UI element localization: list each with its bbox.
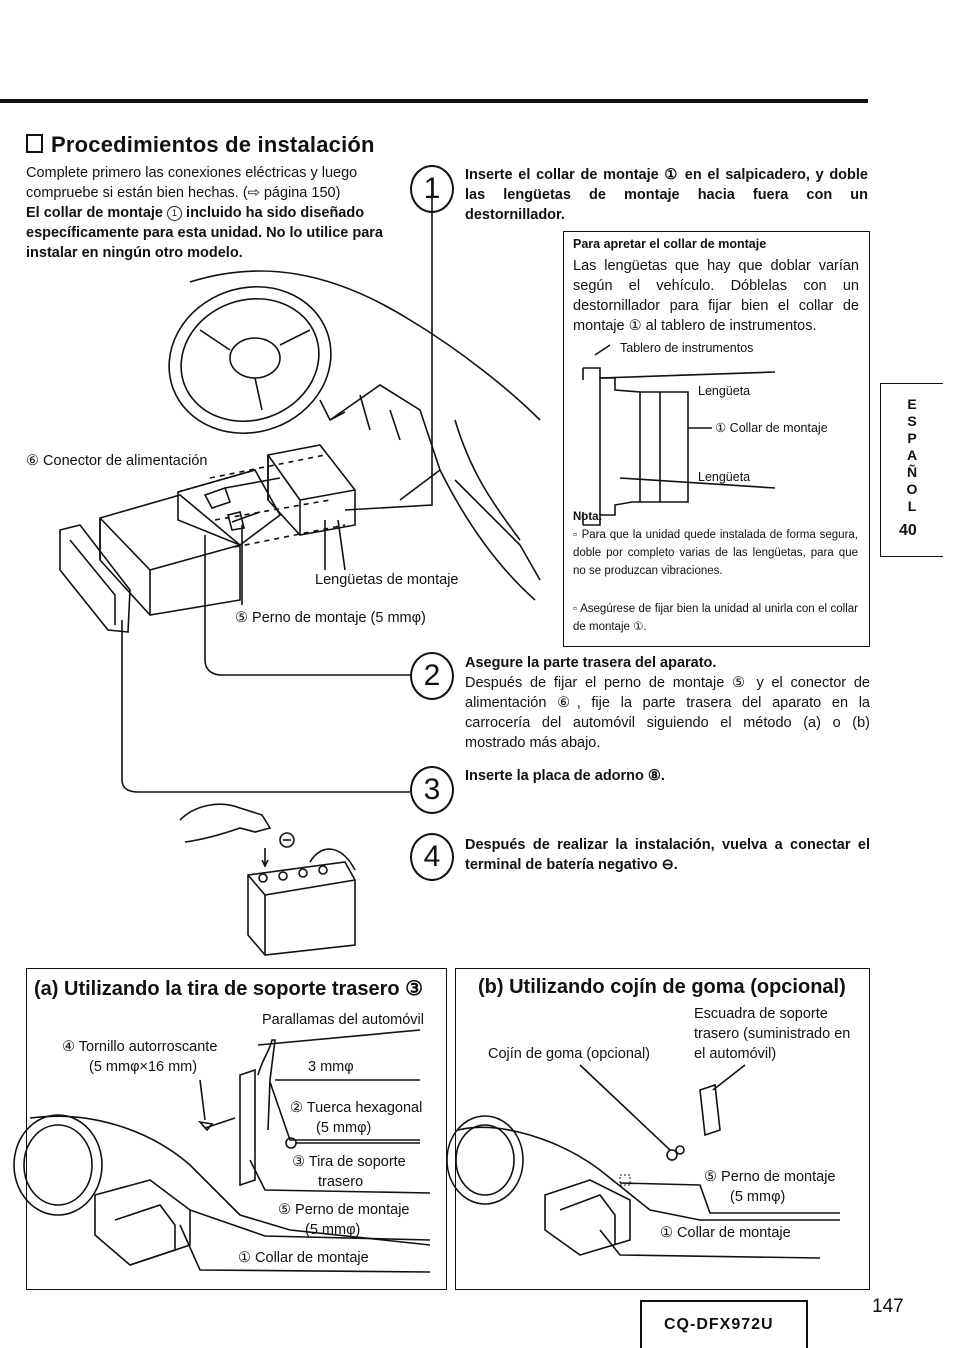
step-4-text: Después de realizar la instalación, vuelva a conectar el terminal de batería negativo ⊖. xyxy=(465,837,870,873)
step-4-number: 4 xyxy=(410,833,454,881)
panel-b-bracket-2: trasero (suministrado en xyxy=(694,1026,851,1042)
top-rule xyxy=(0,99,868,103)
nota-1: ▫ Para que la unidad quede instalada de forma segura, doble por completo varias de las lengüetas, para que no se produzcan vibraciones. xyxy=(573,529,858,577)
language-side-tab xyxy=(880,383,943,557)
panel-a-screw-1: ④ Tornillo autorroscante xyxy=(62,1039,218,1055)
page-title: Procedimientos de instalación xyxy=(26,132,375,158)
panel-a-strap-2: trasero xyxy=(318,1174,364,1190)
panel-a-strap-1: ③ Tira de soporte xyxy=(292,1154,406,1170)
notebox-heading: Para apretar el collar de montaje xyxy=(573,237,767,251)
intro-text xyxy=(26,163,386,263)
panel-b-title: (b) Utilizando cojín de goma (opcional) xyxy=(478,976,846,998)
step-2-text: Asegure la parte trasera del aparato. Después de fijar el perno de montaje ⑤ y el conector de alimentación ⑥, fije la parte trasera del aparato en la carrocería del automóvil siguiendo el método (a) o (b) mostrado más abajo. xyxy=(465,655,870,751)
label-collar: ① Collar de montaje xyxy=(715,421,828,435)
panel-a-collar: ① Collar de montaje xyxy=(238,1250,369,1266)
panel-a-title: (a) Utilizando la tira de soporte trasero ③ xyxy=(34,978,424,1000)
step-3-number: 3 xyxy=(410,766,454,814)
nota-title: Nota: xyxy=(573,511,603,523)
label-mounting-bolt: ⑤ Perno de montaje (5 mmφ) xyxy=(235,610,426,626)
panel-a-screw-2: (5 mmφ×16 mm) xyxy=(89,1059,198,1075)
panel-a-nut-1: ② Tuerca hexagonal xyxy=(290,1100,423,1116)
label-tab-2: Lengüeta xyxy=(698,470,751,484)
panel-b-bolt-2: (5 mmφ) xyxy=(730,1189,786,1205)
title-box-icon xyxy=(26,134,43,153)
label-dashboard: Tablero de instrumentos xyxy=(620,341,754,355)
panel-b-cushion: Cojín de goma (opcional) xyxy=(488,1046,651,1062)
panel-b-bolt-1: ⑤ Perno de montaje xyxy=(704,1169,836,1185)
step-1-text: Inserte el collar de montaje ① en el salpicadero, y doble las lengüetas de montaje hacia fuera con un destornillador. xyxy=(465,167,868,223)
step-3-text: Inserte la placa de adorno ⑧. xyxy=(465,768,665,784)
nota-2: ▫ Asegúrese de fijar bien la unidad al unirla con el collar de montaje ①. xyxy=(573,603,858,633)
label-power-connector: ⑥ Conector de alimentación xyxy=(26,453,208,469)
step-2-number: 2 xyxy=(410,652,454,700)
step-1-number: 1 xyxy=(410,165,454,213)
side-tab-letters: E S P A Ñ O L xyxy=(906,396,918,514)
intro-paragraph: Complete primero las conexiones eléctricas y luego compruebe si están bien hechas. (⇨ página 150) xyxy=(26,165,358,201)
panel-a-bolt-2: (5 mmφ) xyxy=(305,1222,361,1238)
label-tab-1: Lengüeta xyxy=(698,384,751,398)
panel-b-bracket-1: Escuadra de soporte xyxy=(694,1006,828,1022)
panel-b-bracket-3: el automóvil) xyxy=(694,1046,777,1062)
intro-warning: El collar de montaje 1 incluido ha sido diseñado específicamente para esta unidad. No lo utilice para instalar en ningún otro modelo. xyxy=(26,205,383,261)
model-number-box: CQ-DFX972U xyxy=(640,1300,808,1348)
panel-a-3mm: 3 mmφ xyxy=(308,1059,354,1075)
panel-a-nut-2: (5 mmφ) xyxy=(316,1120,372,1136)
notebox-text: Las lengüetas que hay que doblar varían según el vehículo. Dóblelas con un destornillador para fijar bien el collar de montaje ① al tablero de instrumentos. xyxy=(573,258,859,334)
panel-b-collar: ① Collar de montaje xyxy=(660,1225,791,1241)
label-mounting-tabs: Lengüetas de montaje xyxy=(315,572,459,588)
page-number: 147 xyxy=(872,1296,904,1317)
tightening-note-box xyxy=(563,231,870,647)
side-tab-number: 40 xyxy=(899,522,917,539)
panel-a-bolt-1: ⑤ Perno de montaje xyxy=(278,1202,410,1218)
panel-a-firewall: Parallamas del automóvil xyxy=(262,1012,424,1028)
